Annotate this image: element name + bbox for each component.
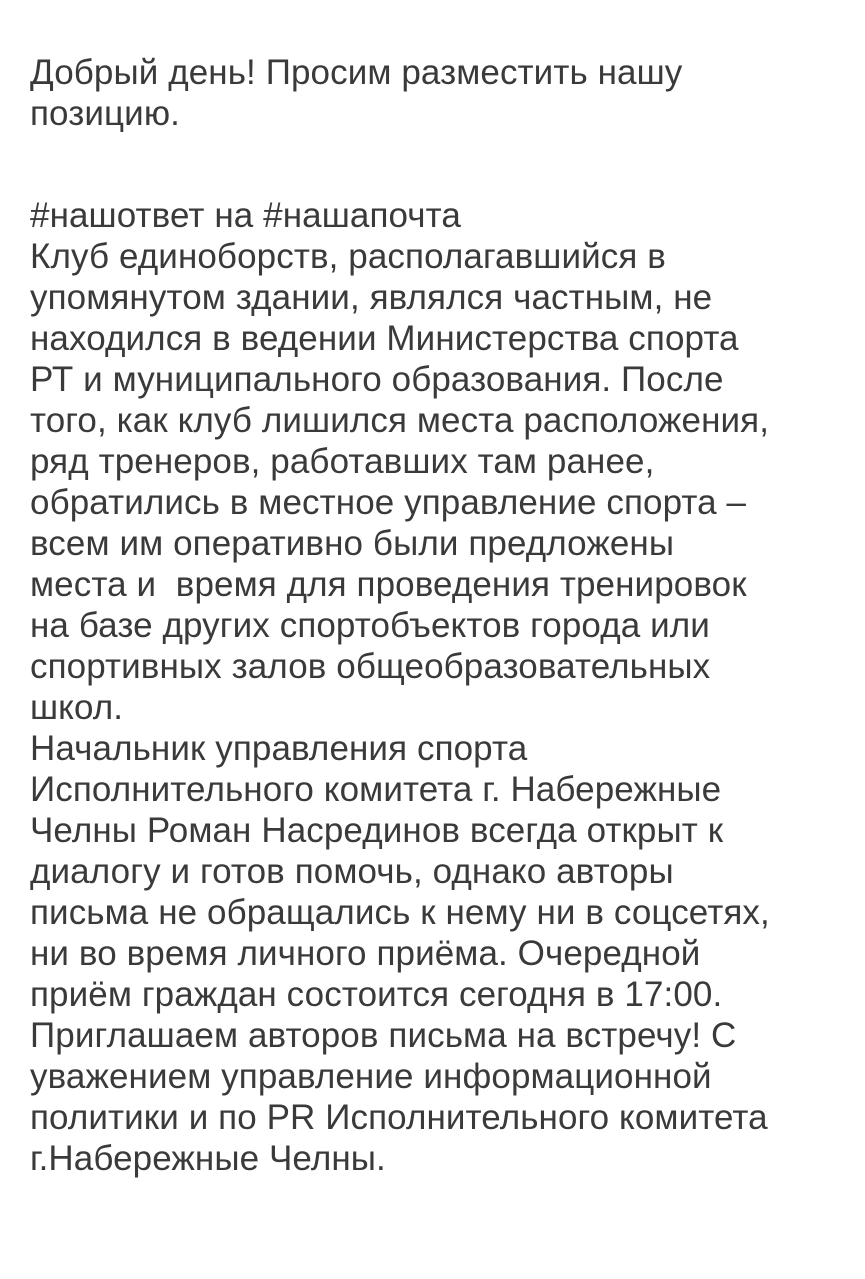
paragraph-gap [30, 134, 845, 195]
body-line: Приглашаем авторов письма на встречу! С [30, 1016, 737, 1055]
body-line: ряд тренеров, работавших там ранее, [30, 442, 655, 481]
body-line: Клуб единоборств, располагавшийся в [30, 237, 666, 276]
body-line: диалогу и готов помочь, однако авторы [30, 852, 674, 891]
body-line: обратились в местное управление спорта – [30, 483, 747, 522]
body-line: на базе других спортобъектов города или [30, 606, 710, 645]
body-line: спортивных залов общеобразовательных [30, 647, 711, 686]
body-line: политики и по PR Исполнительного комитета [30, 1098, 768, 1137]
body-line: находился в ведении Министерства спорта [30, 319, 739, 358]
body-line: г.Набережные Челны. [30, 1139, 386, 1178]
body-line: Начальник управления спорта [30, 729, 528, 768]
body-line: Исполнительного комитета г. Набережные [30, 770, 722, 809]
hashtag-line: #нашответ на #нашапочта [30, 196, 461, 235]
body-line: школ. [30, 688, 124, 727]
body-line: Челны Роман Насрединов всегда открыт к [30, 811, 724, 850]
body-line: того, как клуб лишился места расположения, [30, 401, 770, 440]
greeting-line: позицию. [30, 94, 180, 133]
body-line: места и время для проведения тренировок [30, 565, 747, 604]
body-line: РТ и муниципального образования. После [30, 360, 724, 399]
body-line: приём граждан состоится сегодня в 17:00. [30, 975, 723, 1014]
body-line: уважением управление информационной [30, 1057, 712, 1096]
greeting-line: Добрый день! Просим разместить нашу [30, 53, 683, 92]
message-text [30, 52, 845, 1179]
body-line: письма не обращались к нему ни в соцсетях, [30, 893, 770, 932]
body-line: ни во время личного приёма. Очередной [30, 934, 701, 973]
body-line: всем им оперативно были предложены [30, 524, 675, 563]
body-line: упомянутом здании, являлся частным, не [30, 278, 713, 317]
